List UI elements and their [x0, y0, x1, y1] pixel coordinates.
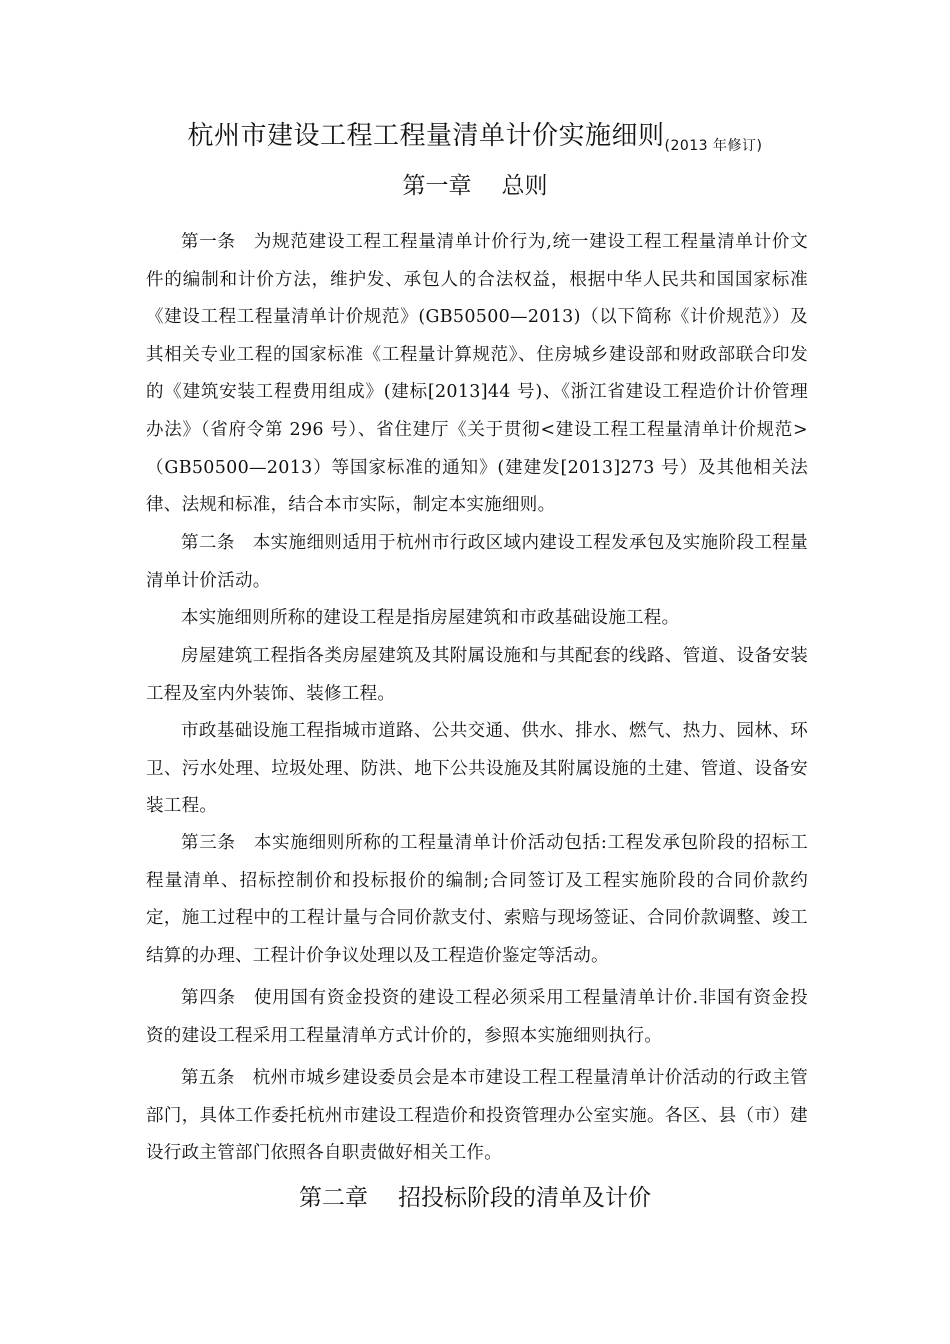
- chapter-2-label: 第二章: [299, 1185, 368, 1211]
- article-text: 为规范建设工程工程量清单计价行为,统一建设工程工程量清单计价文件的编制和计价方法，维护发、承包人的合法权益，根据中华人民共和国国家标准《建设工程工程量清单计价规范》(GB50500—2013)（以下简称《计价规范》）及其相关专业工程的国家标准《工程量计算规范》、住房城乡建设部和财政部联合印发的《建筑安装工程费用组成》(建标[2013]44 号)、《浙江省建设工程造价计价管理办法》（省府令第 296 号）、省住建厅《关于贯彻<建设工程工程量清单计价规范>（GB50500—2013）等国家标准的通知》(建建发[2013]273 号）及其他相关法律、法规和标准，结合本市实际，制定本实施细则。: [146, 232, 808, 516]
- article-2: [146, 525, 808, 600]
- paragraph-text: 本实施细则所称的建设工程是指房屋建筑和市政基础设施工程。: [181, 608, 680, 628]
- article-text: 使用国有资金投资的建设工程必须采用工程量清单计价.非国有资金投资的建设工程采用工程量清单方式计价的，参照本实施细则执行。: [146, 988, 808, 1046]
- article-label: 第四条: [181, 988, 236, 1008]
- article-1: [146, 224, 808, 525]
- title-text: 杭州市建设工程工程量清单计价实施细则: [187, 121, 665, 151]
- chapter-2-name: 招投标阶段的清单及计价: [398, 1185, 651, 1211]
- chapter-1-label: 第一章: [402, 173, 472, 199]
- chapter-1-heading: [0, 168, 950, 204]
- paragraph-scope: [146, 600, 808, 638]
- article-label: 第三条: [181, 833, 236, 853]
- chapter-2-heading: [0, 1180, 950, 1216]
- article-text: 本实施细则适用于杭州市行政区域内建设工程发承包及实施阶段工程量清单计价活动。: [146, 533, 808, 591]
- paragraph-municipal: [146, 713, 808, 826]
- article-text: 杭州市城乡建设委员会是本市建设工程工程量清单计价活动的行政主管部门，具体工作委托杭州市建设工程造价和投资管理办公室实施。各区、县（市）建设行政主管部门依照各自职责做好相关工作。: [146, 1068, 808, 1164]
- chapter-1-name: 总则: [501, 173, 548, 199]
- paragraph-text: 房屋建筑工程指各类房屋建筑及其附属设施和与其配套的线路、管道、设备安装工程及室内外装饰、装修工程。: [146, 646, 808, 704]
- article-label: 第一条: [181, 232, 236, 252]
- article-label: 第二条: [181, 533, 235, 553]
- article-3: [146, 825, 808, 975]
- revision-note: (2013 年修订): [664, 138, 763, 154]
- article-5: [146, 1060, 808, 1173]
- paragraph-text: 市政基础设施工程指城市道路、公共交通、供水、排水、燃气、热力、园林、环卫、污水处理、垃圾处理、防洪、地下公共设施及其附属设施的土建、管道、设备安装工程。: [146, 721, 808, 817]
- article-4: [146, 980, 808, 1055]
- paragraph-housing: [146, 638, 808, 713]
- article-label: 第五条: [181, 1068, 235, 1088]
- document-title: [0, 116, 950, 166]
- article-text: 本实施细则所称的工程量清单计价活动包括:工程发承包阶段的招标工程量清单、招标控制价和投标报价的编制;合同签订及工程实施阶段的合同价款约定，施工过程中的工程计量与合同价款支付、索赔与现场签证、合同价款调整、竣工结算的办理、工程计价争议处理以及工程造价鉴定等活动。: [146, 833, 808, 966]
